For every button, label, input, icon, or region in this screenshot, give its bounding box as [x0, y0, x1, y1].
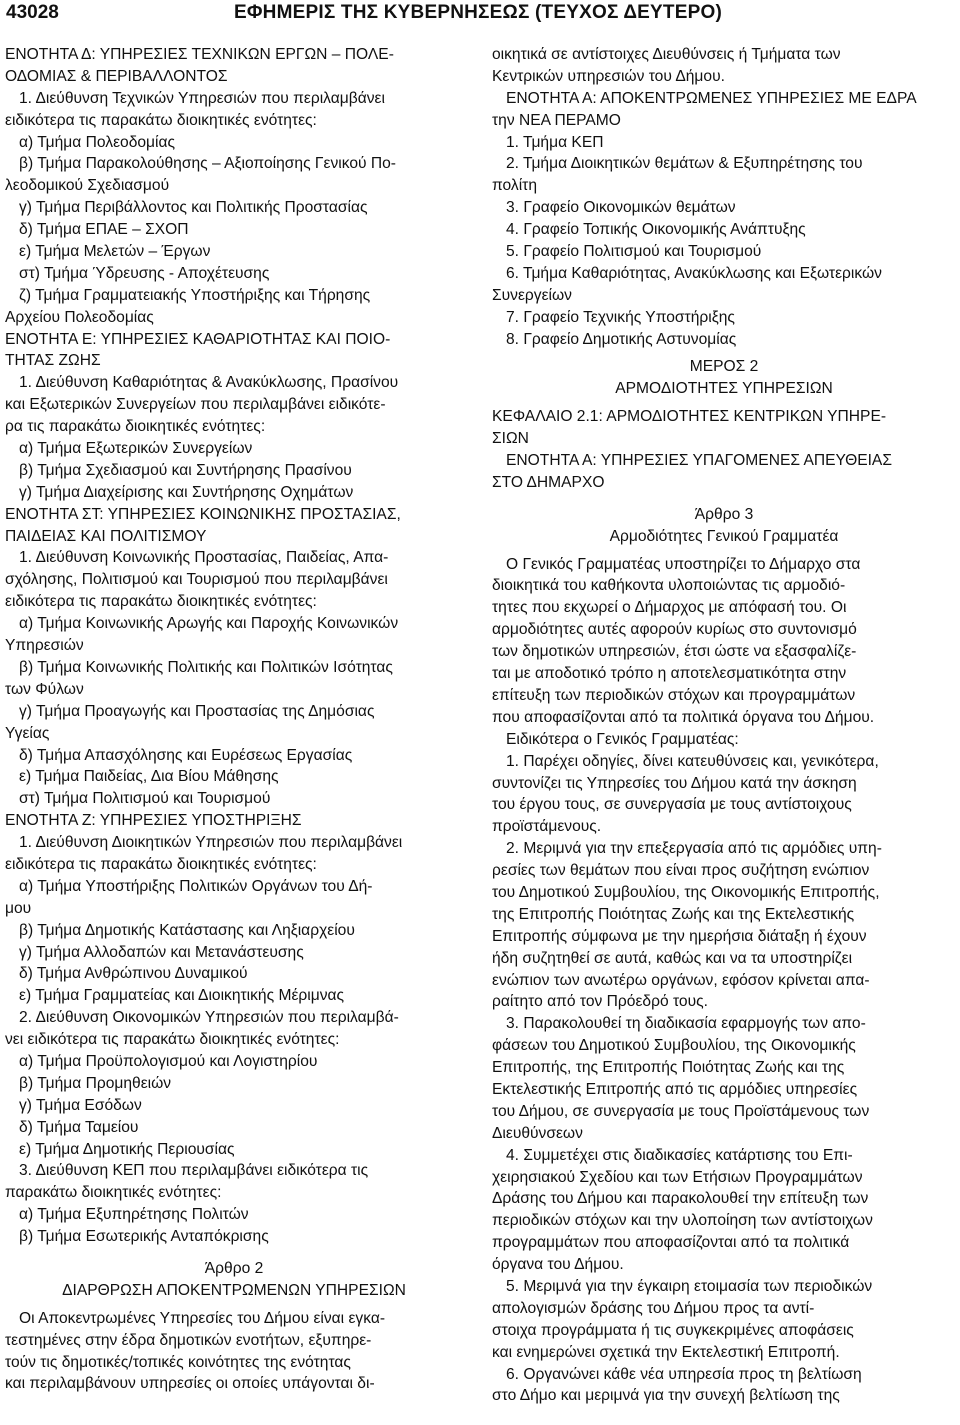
text-line: 3. Γραφείο Οικονομικών θεμάτων — [506, 199, 736, 217]
left-column-text — [5, 44, 463, 1248]
text-line: β) Τμήμα Κοινωνικής Πολιτικής και Πολιτικών Ισότητας — [19, 658, 393, 676]
text-line: α) Τμήμα Εξωτερικών Συνεργείων — [19, 440, 253, 458]
article-3-body — [492, 554, 956, 1408]
article-2-heading: Άρθρο 2 — [204, 1259, 264, 1277]
text-line: 6. Τμήμα Καθαριότητας, Ανακύκλωσης και Εξωτερικών — [506, 264, 882, 282]
text-line: ειδικότερα τις παρακάτω διοικητικές ενότητες: — [5, 855, 317, 873]
text-line: 5. Μεριμνά για την έγκαιρη ετοιμασία των περιοδικών — [506, 1277, 873, 1295]
text-line: ρεσίες των θεμάτων που είναι προς συζήτηση ενώπιον — [492, 862, 870, 880]
journal-title: ΕΦΗΜΕΡΙΣ ΤΗΣ ΚΥΒΕΡΝΗΣΕΩΣ (ΤΕΥΧΟΣ ΔΕΥΤΕΡΟ) — [234, 2, 722, 23]
text-line: β) Τμήμα Εσωτερικής Ανταπόκρισης — [19, 1228, 269, 1246]
article-3-heading: Άρθρο 3 — [694, 505, 754, 523]
text-line: ΠΑΙΔΕΙΑΣ ΚΑΙ ΠΟΛΙΤΙΣΜΟΥ — [5, 527, 207, 545]
text-line: δ) Τμήμα Ανθρώπινου Δυναμικού — [19, 965, 248, 983]
text-line: Υγείας — [5, 724, 50, 742]
text-line: γ) Τμήμα Διαχείρισης και Συντήρησης Οχημάτων — [19, 483, 354, 501]
text-line: ΚΕΦΑΛΑΙΟ 2.1: ΑΡΜΟΔΙΟΤΗΤΕΣ ΚΕΝΤΡΙΚΩΝ ΥΠΗΡΕ- — [492, 408, 887, 426]
text-line: του Δημοτικού Συμβουλίου, της Οικονομικής Επιτροπής, — [492, 883, 880, 901]
text-line: ε) Τμήμα Παιδείας, Δια Βίου Μάθησης — [19, 768, 279, 786]
text-line: αρμοδιότητες αυτές αφορούν κυρίως στο συντονισμό — [492, 621, 857, 639]
text-line: στ) Τμήμα Πολιτισμού και Τουρισμού — [19, 790, 271, 808]
text-line: ενώπιον των ανωτέρω οργάνων, εφόσον κρίνεται απα- — [492, 971, 870, 989]
text-line: επίτευξη των περιοδικών στόχων και προγραμμάτων — [492, 686, 856, 704]
text-line: και ενημερώνει σχετικά την Εκτελεστική Επιτροπή. — [492, 1343, 840, 1361]
text-line: 1. Παρέχει οδηγίες, δίνει κατευθύνσεις και, γενικότερα, — [506, 752, 879, 770]
text-line: ρα τις παρακάτω διοικητικές ενότητες: — [5, 418, 266, 436]
text-line: τεστημένες στην έδρα δημοτικών ενοτήτων, εξυπηρε- — [5, 1331, 372, 1349]
text-line: β) Τμήμα Δημοτικής Κατάστασης και Ληξιαρχείου — [19, 921, 355, 939]
text-line: οικητικά σε αντίστοιχες Διευθύνσεις ή Τμήματα των — [492, 46, 841, 63]
text-line: ζ) Τμήμα Γραμματειακής Υποστήριξης και Τήρησης — [19, 286, 371, 304]
text-line: ΣΤΟ ΔΗΜΑΡΧΟ — [492, 473, 605, 491]
text-line: Αρχείου Πολεοδομίας — [5, 308, 154, 326]
text-line: νει ειδικότερα τις παρακάτω διοικητικές ενότητες: — [5, 1031, 340, 1049]
text-line: 1. Τμήμα ΚΕΠ — [506, 133, 604, 151]
text-line: ΕΝΟΤΗΤΑ Δ: ΥΠΗΡΕΣΙΕΣ ΤΕΧΝΙΚΩΝ ΕΡΓΩΝ – ΠΟΛΕ- — [5, 46, 394, 63]
text-line: δ) Τμήμα Ταμείου — [19, 1118, 139, 1136]
text-line: α) Τμήμα Εξυπηρέτησης Πολιτών — [19, 1206, 249, 1224]
text-line: των δημοτικών υπηρεσιών, έτσι ώστε να εξασφαλίζε- — [492, 643, 857, 661]
text-line: σχόλησης, Πολιτισμού και Τουρισμού που περιλαμβάνει — [5, 571, 388, 589]
text-line: ΤΗΤΑΣ ΖΩΗΣ — [5, 352, 101, 370]
text-line: α) Τμήμα Υποστήριξης Πολιτικών Οργάνων του Δή- — [19, 877, 373, 895]
text-line: περιοδικών στόχων και την υλοποίηση των αντίστοιχων — [492, 1212, 873, 1230]
text-line: Επιτροπής σύμφωνα με την ημερήσια διάταξη ή έχουν — [492, 927, 867, 945]
text-line: ΕΝΟΤΗΤΑ Ζ: ΥΠΗΡΕΣΙΕΣ ΥΠΟΣΤΗΡΙΞΗΣ — [5, 812, 302, 830]
text-line: ΣΙΩΝ — [492, 430, 529, 448]
text-line: 3. Διεύθυνση ΚΕΠ που περιλαμβάνει ειδικότερα τις — [19, 1162, 369, 1180]
text-line: Οι Αποκεντρωμένες Υπηρεσίες του Δήμου είναι εγκα- — [19, 1309, 386, 1327]
text-line: τητες που εκχωρεί ο Δήμαρχος με απόφασή του. Οι — [492, 599, 847, 617]
text-line: ε) Τμήμα Γραμματείας και Διοικητικής Μέριμνας — [19, 987, 345, 1005]
text-line: γ) Τμήμα Εσόδων — [19, 1096, 142, 1114]
text-line: 4. Γραφείο Τοπικής Οικονομικής Ανάπτυξης — [506, 221, 806, 239]
text-line: δ) Τμήμα ΕΠΑΕ – ΣΧΟΠ — [19, 221, 189, 239]
text-line: τούν τις δημοτικές/τοπικές κοινότητες της ενότητας — [5, 1353, 351, 1371]
text-line: και περιλαμβάνουν υπηρεσίες οι οποίες υπάγονται δι- — [5, 1375, 375, 1393]
text-line: ται με αποδοτικό τρόπο η αποτελεσματικότητα στην — [492, 665, 847, 683]
text-line: του Δήμου, σε συνεργασία με τους Προϊστάμενους των — [492, 1102, 870, 1120]
text-line: 1. Διεύθυνση Κοινωνικής Προστασίας, Παιδείας, Απα- — [19, 549, 389, 567]
text-line: παρακάτω διοικητικές ενότητες: — [5, 1184, 222, 1202]
text-line: 2. Διεύθυνση Οικονομικών Υπηρεσιών που περιλαμβά- — [19, 1009, 399, 1027]
text-line: φάσεων του Δημοτικού Συμβουλίου, της Οικονομικής — [492, 1037, 856, 1055]
text-line: ΕΝΟΤΗΤΑ ΣΤ: ΥΠΗΡΕΣΙΕΣ ΚΟΙΝΩΝΙΚΗΣ ΠΡΟΣΤΑΣΙΑΣ, — [5, 505, 401, 523]
text-line: 1. Διεύθυνση Τεχνικών Υπηρεσιών που περιλαμβάνει — [19, 89, 385, 107]
text-line: όργανα του Δήμου. — [492, 1256, 624, 1274]
text-line: 1. Διεύθυνση Καθαριότητας & Ανακύκλωσης, Πρασίνου — [19, 374, 399, 392]
text-line: ΕΝΟΤΗΤΑ Ε: ΥΠΗΡΕΣΙΕΣ ΚΑΘΑΡΙΟΤΗΤΑΣ ΚΑΙ ΠΟΙΟ- — [5, 330, 391, 348]
text-line: Ειδικότερα ο Γενικός Γραμματέας: — [506, 730, 739, 748]
text-line: Συνεργείων — [492, 286, 572, 304]
text-line: ε) Τμήμα Μελετών – Έργων — [19, 243, 211, 261]
text-line: στοιχα προγράμματα ή τις συγκεκριμένες αποφάσεις — [492, 1321, 854, 1339]
right-column — [492, 44, 956, 1407]
text-line: Διευθύνσεων — [492, 1124, 583, 1142]
text-line: Υπηρεσιών — [5, 637, 84, 655]
text-line: προγραμμάτων που αποφασίζονται από τα πολιτικά — [492, 1234, 850, 1252]
text-line: Δράσης του Δήμου και παρακολουθεί την επίτευξη των — [492, 1190, 869, 1208]
text-line: α) Τμήμα Πολεοδομίας — [19, 133, 176, 151]
article-2-body — [5, 1308, 463, 1396]
text-line: συντονίζει τις Υπηρεσίες του Δήμου κατά την άσκηση — [492, 774, 857, 792]
text-line: β) Τμήμα Παρακολούθησης – Αξιοποίησης Γενικού Πο- — [19, 155, 396, 173]
part-2-title: ΑΡΜΟΔΙΟΤΗΤΕΣ ΥΠΗΡΕΣΙΩΝ — [615, 380, 833, 398]
text-line: α) Τμήμα Προϋπολογισμού και Λογιστηρίου — [19, 1052, 318, 1070]
text-line: 2. Τμήμα Διοικητικών θεμάτων & Εξυπηρέτησης του — [506, 155, 863, 173]
text-line: της Επιτροπής Ποιότητας Ζωής και της Εκτελεστικής — [492, 905, 855, 923]
text-line: β) Τμήμα Προμηθειών — [19, 1074, 172, 1092]
text-line: 2. Μεριμνά για την επεξεργασία από τις αρμόδιες υπη- — [506, 840, 882, 858]
text-line: 1. Διεύθυνση Διοικητικών Υπηρεσιών που περιλαμβάνει — [19, 834, 403, 852]
text-line: προϊστάμενους. — [492, 818, 602, 836]
text-line: λεοδομικού Σχεδιασμού — [5, 177, 170, 195]
text-line: α) Τμήμα Κοινωνικής Αρωγής και Παροχής Κοινωνικών — [19, 615, 399, 633]
text-line: Επιτροπής, της Επιτροπής Ποιότητας Ζωής και της — [492, 1059, 845, 1077]
text-line: ε) Τμήμα Δημοτικής Περιουσίας — [19, 1140, 235, 1158]
text-line: 7. Γραφείο Τεχνικής Υποστήριξης — [506, 308, 735, 326]
text-line: ΟΔΟΜΙΑΣ & ΠΕΡΙΒΑΛΛΟΝΤΟΣ — [5, 67, 228, 85]
text-line: του έργου τους, σε συνεργασία με τους αντίστοιχους — [492, 796, 852, 814]
text-line: γ) Τμήμα Περιβάλλοντος και Πολιτικής Προστασίας — [19, 199, 368, 217]
text-line: ήδη συζητηθεί σε αυτά, καθώς και να τα υποστηρίζει — [492, 949, 853, 967]
text-line: διοικητικά του καθήκοντα υλοποιώντας τις αρμοδιό- — [492, 577, 846, 595]
text-line: 4. Συμμετέχει στις διαδικασίες κατάρτισης του Επι- — [506, 1146, 853, 1164]
part-2-heading: ΜΕΡΟΣ 2 — [689, 358, 759, 376]
text-line: ειδικότερα τις παρακάτω διοικητικές ενότητες: — [5, 111, 317, 129]
text-line: που αποφασίζονται από τα πολιτικά όργανα του Δήμου. — [492, 708, 875, 726]
text-line: 6. Οργανώνει κάθε νέα υπηρεσία προς τη βελτίωση — [506, 1365, 862, 1383]
text-line: 5. Γραφείο Πολιτισμού και Τουρισμού — [506, 243, 762, 261]
text-line: μου — [5, 899, 32, 917]
chapter-2-1 — [492, 406, 956, 494]
text-line: ΕΝΟΤΗΤΑ Α: ΥΠΗΡΕΣΙΕΣ ΥΠΑΓΟΜΕΝΕΣ ΑΠΕΥΘΕΙΑΣ — [506, 452, 892, 470]
text-line: ΕΝΟΤΗΤΑ Α: ΑΠΟΚΕΝΤΡΩΜΕΝΕΣ ΥΠΗΡΕΣΙΕΣ ΜΕ ΕΔΡΑ — [506, 89, 917, 107]
text-line: Ο Γενικός Γραμματέας υποστηρίζει το Δήμαρχο στα — [506, 555, 861, 573]
text-line: την ΝΕΑ ΠΕΡΑΜΟ — [492, 111, 621, 129]
text-line: ειδικότερα τις παρακάτω διοικητικές ενότητες: — [5, 593, 317, 611]
article-3-title: Αρμοδιότητες Γενικού Γραμματέα — [609, 527, 839, 545]
text-line: στο Δήμο και μεριμνά για την συνεχή βελτίωση της — [492, 1387, 840, 1405]
text-line: ραίτητο από τον Πρόεδρό τους. — [492, 993, 708, 1011]
text-line: χειρησιακού Σχεδίου και των Ετήσιων Προγραμμάτων — [492, 1168, 863, 1186]
page-number: 43028 — [6, 2, 59, 23]
text-line: και Εξωτερικών Συνεργείων που περιλαμβάνει ειδικότε- — [5, 396, 386, 414]
text-line: β) Τμήμα Σχεδιασμού και Συντήρησης Πρασίνου — [19, 461, 352, 479]
left-column — [5, 44, 463, 1395]
text-line: δ) Τμήμα Απασχόλησης και Ευρέσεως Εργασίας — [19, 746, 353, 764]
text-line: Κεντρικών υπηρεσιών του Δήμου. — [492, 67, 725, 85]
article-2-title: ΔΙΑΡΘΡΩΣΗ ΑΠΟΚΕΝΤΡΩΜΕΝΩΝ ΥΠΗΡΕΣΙΩΝ — [62, 1281, 406, 1299]
text-line: 3. Παρακολουθεί τη διαδικασία εφαρμογής των απο- — [506, 1015, 866, 1033]
text-line: των Φύλων — [5, 680, 84, 698]
page-header — [0, 0, 960, 32]
right-column-top — [492, 44, 956, 350]
text-line: γ) Τμήμα Αλλοδαπών και Μετανάστευσης — [19, 943, 304, 961]
text-line: απολογισμών δράσης του Δήμου προς τα αντί- — [492, 1299, 815, 1317]
text-line: στ) Τμήμα Ύδρευσης - Αποχέτευσης — [19, 264, 270, 282]
text-line: πολίτη — [492, 177, 538, 195]
text-line: 8. Γραφείο Δημοτικής Αστυνομίας — [506, 330, 737, 348]
text-line: Εκτελεστικής Επιτροπής από τις αρμόδιες υπηρεσίες — [492, 1080, 858, 1098]
text-line: γ) Τμήμα Προαγωγής και Προστασίας της Δημόσιας — [19, 702, 375, 720]
